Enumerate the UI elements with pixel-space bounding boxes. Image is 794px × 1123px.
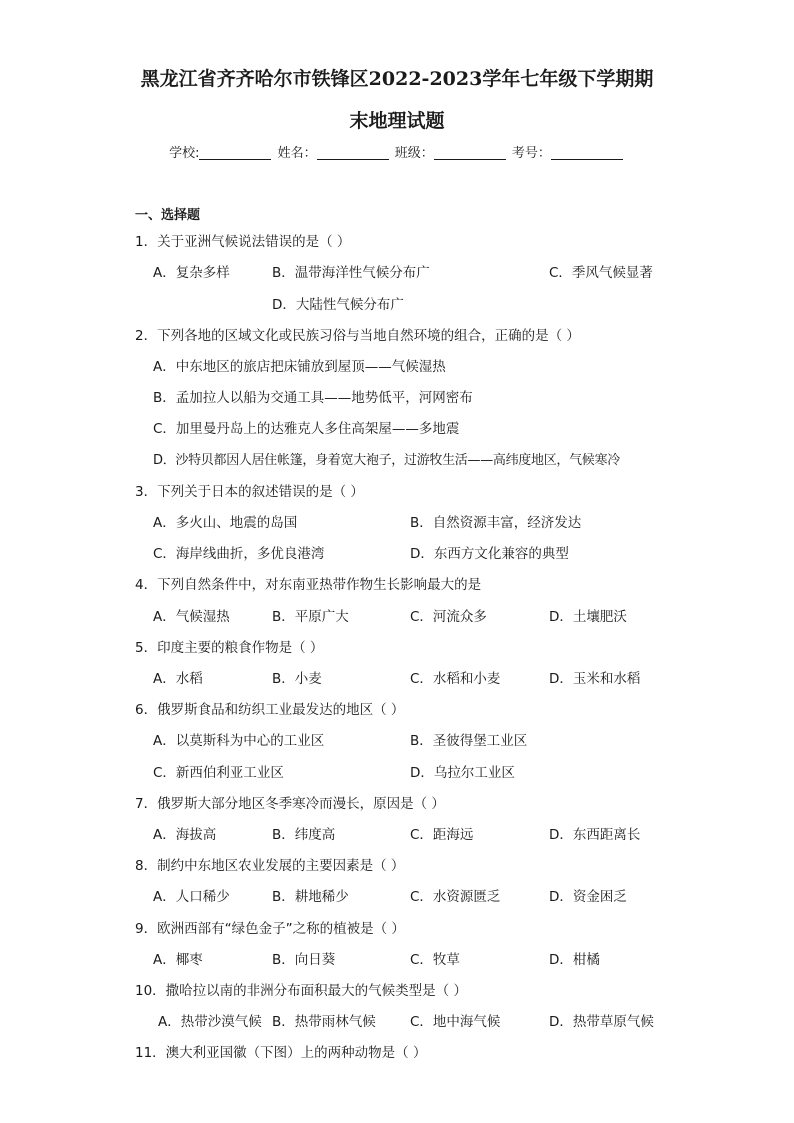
question-5-option-d[interactable]: D．玉米和水稻 — [549, 671, 641, 687]
question-8-option-c[interactable]: C．水资源匮乏 — [410, 889, 501, 905]
question-4-stem: 4．下列自然条件中，对东南亚热带作物生长影响最大的是 — [135, 577, 482, 593]
question-2-option-d[interactable]: D．沙特贝都因人居住帐篷，身着宽大袍子，过游牧生活——高纬度地区，气候寒冷 — [153, 453, 620, 468]
question-8-option-d[interactable]: D．资金困乏 — [549, 889, 627, 905]
question-2-option-a[interactable]: A．中东地区的旅店把床铺放到屋顶——气候湿热 — [153, 359, 446, 375]
question-3-option-a[interactable]: A．多火山、地震的岛国 — [153, 515, 298, 531]
name-blank[interactable] — [317, 145, 389, 160]
question-2-stem: 2．下列各地的区域文化或民族习俗与当地自然环境的组合，正确的是（ ） — [135, 328, 580, 344]
question-8-stem: 8．制约中东地区农业发展的主要因素是（ ） — [135, 858, 405, 874]
question-3-stem: 3．下列关于日本的叙述错误的是（ ） — [135, 484, 364, 500]
question-5-option-a[interactable]: A．水稻 — [153, 671, 203, 687]
exam-number-label: 考号： — [511, 146, 551, 161]
question-10-stem: 10．撒哈拉以南的非洲分布面积最大的气候类型是（ ） — [135, 983, 467, 999]
exam-number-blank[interactable] — [551, 145, 623, 160]
question-7-option-c[interactable]: C．距海远 — [410, 827, 474, 843]
exam-title-line1: 黑龙江省齐齐哈尔市铁锋区2022-2023学年七年级下学期期 — [140, 68, 654, 90]
question-1-option-a[interactable]: A．复杂多样 — [153, 265, 230, 281]
question-6-stem: 6．俄罗斯食品和纺织工业最发达的地区（ ） — [135, 702, 405, 718]
question-8-option-a[interactable]: A．人口稀少 — [153, 889, 230, 905]
question-10-option-a[interactable]: A．热带沙漠气候 — [158, 1014, 262, 1030]
question-10-option-b[interactable]: B．热带雨林气候 — [272, 1014, 376, 1030]
question-9-stem: 9．欧洲西部有“绿色金子”之称的植被是（ ） — [135, 921, 405, 937]
question-7-option-b[interactable]: B．纬度高 — [272, 827, 336, 843]
question-9-option-d[interactable]: D．柑橘 — [549, 952, 600, 968]
question-1-option-c[interactable]: C．季风气候显著 — [549, 265, 653, 281]
question-11-stem: 11．澳大利亚国徽（下图）上的两种动物是（ ） — [135, 1045, 427, 1061]
question-9-option-a[interactable]: A．椰枣 — [153, 952, 203, 968]
question-5-option-b[interactable]: B．小麦 — [272, 671, 322, 687]
question-4-option-b[interactable]: B．平原广大 — [272, 609, 349, 625]
question-2-option-b[interactable]: B．孟加拉人以船为交通工具——地势低平，河网密布 — [153, 390, 473, 406]
name-label: 姓名： — [277, 146, 317, 161]
question-5-stem: 5．印度主要的粮食作物是（ ） — [135, 640, 324, 656]
question-2-option-c[interactable]: C．加里曼丹岛上的达雅克人多住高架屋——多地震 — [153, 421, 460, 437]
exam-title-line2: 末地理试题 — [349, 110, 445, 132]
question-4-option-d[interactable]: D．土壤肥沃 — [549, 609, 627, 625]
question-5-option-c[interactable]: C．水稻和小麦 — [410, 671, 501, 687]
question-7-option-a[interactable]: A．海拔高 — [153, 827, 217, 843]
question-10-option-d[interactable]: D．热带草原气候 — [549, 1014, 654, 1030]
question-6-option-c[interactable]: C．新西伯利亚工业区 — [153, 765, 284, 781]
question-6-option-a[interactable]: A．以莫斯科为中心的工业区 — [153, 733, 325, 749]
question-8-option-b[interactable]: B．耕地稀少 — [272, 889, 349, 905]
question-7-stem: 7．俄罗斯大部分地区冬季寒冷而漫长，原因是（ ） — [135, 796, 445, 812]
question-3-option-d[interactable]: D．东西方文化兼容的典型 — [410, 546, 569, 562]
question-6-option-b[interactable]: B．圣彼得堡工业区 — [410, 733, 528, 749]
question-4-option-a[interactable]: A．气候湿热 — [153, 609, 230, 625]
question-9-option-c[interactable]: C．牧草 — [410, 952, 460, 968]
question-1-option-d[interactable]: D．大陆性气候分布广 — [272, 297, 404, 313]
student-info-row — [0, 144, 794, 164]
class-label: 班级： — [394, 146, 434, 161]
question-6-option-d[interactable]: D．乌拉尔工业区 — [410, 765, 515, 781]
question-7-option-d[interactable]: D．东西距离长 — [549, 827, 641, 843]
school-label: 学校: — [169, 146, 200, 161]
school-blank[interactable] — [199, 145, 271, 160]
question-4-option-c[interactable]: C．河流众多 — [410, 609, 487, 625]
question-3-option-b[interactable]: B．自然资源丰富，经济发达 — [410, 515, 582, 531]
question-1-option-b[interactable]: B．温带海洋性气候分布广 — [272, 265, 430, 281]
question-1-stem: 1．关于亚洲气候说法错误的是（ ） — [135, 234, 351, 250]
question-9-option-b[interactable]: B．向日葵 — [272, 952, 336, 968]
question-3-option-c[interactable]: C．海岸线曲折，多优良港湾 — [153, 546, 325, 562]
question-10-option-c[interactable]: C．地中海气候 — [410, 1014, 501, 1030]
section-title: 一、选择题 — [135, 208, 201, 223]
class-blank[interactable] — [434, 145, 506, 160]
